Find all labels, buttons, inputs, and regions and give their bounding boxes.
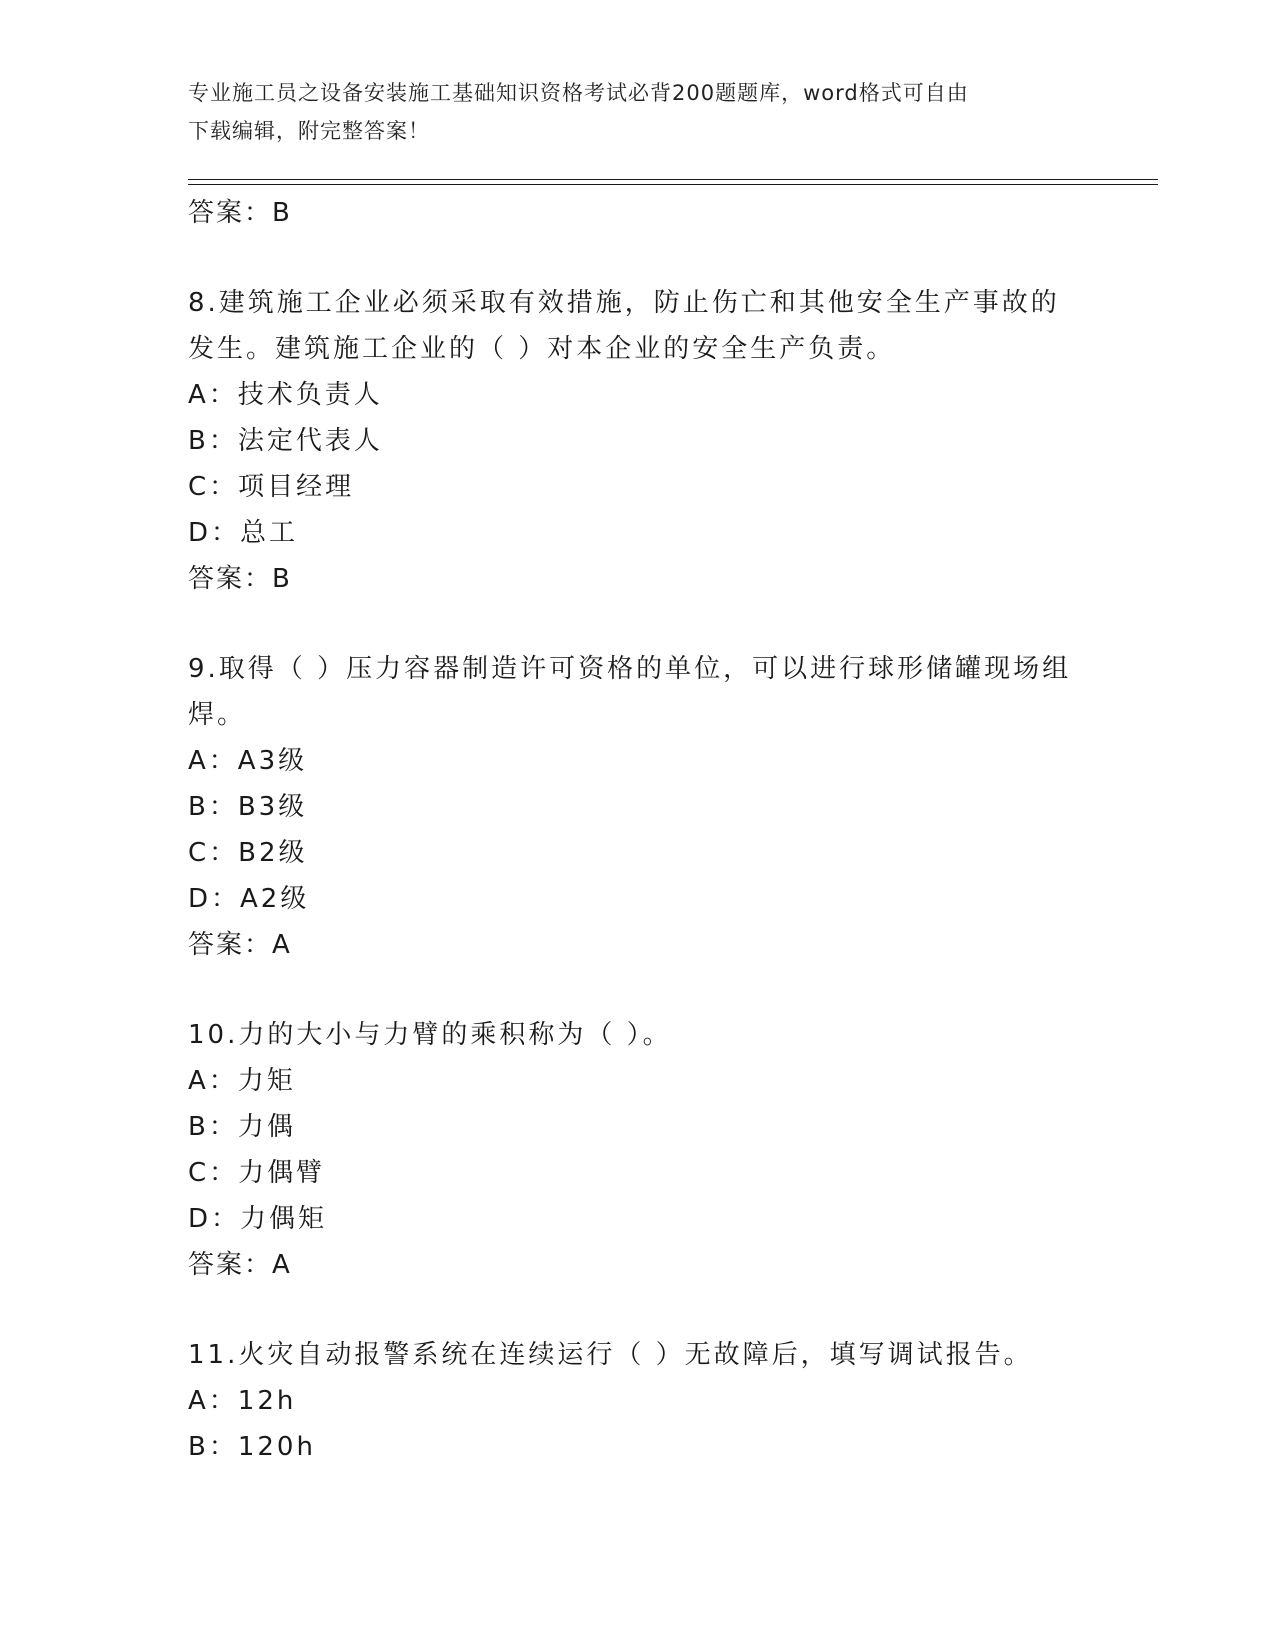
question-list (188, 190, 1108, 1470)
question-8-answer: 答案：B (188, 564, 292, 594)
header-divider-bottom (188, 184, 1158, 185)
question-10-option-c: C：力偶臂 (188, 1158, 326, 1188)
question-11 (188, 1332, 1108, 1470)
header-divider-top (188, 179, 1158, 180)
question-11-stem-line1: 11.火灾自动报警系统在连续运行（ ）无故障后，填写调试报告。 (188, 1340, 1033, 1370)
header-title-line2: 下载编辑，附完整答案！ (188, 119, 430, 143)
question-9-answer: 答案：A (188, 930, 292, 960)
question-8-option-a: A：技术负责人 (188, 380, 383, 410)
question-10-stem-line1: 10.力的大小与力臂的乘积称为（ ）。 (188, 1020, 672, 1050)
question-9-stem-line1: 9.取得（ ）压力容器制造许可资格的单位，可以进行球形储罐现场组 (188, 654, 1072, 684)
question-11-option-b: B：120h (188, 1432, 316, 1462)
question-9-option-c: C：B2级 (188, 838, 308, 868)
question-8-option-b: B：法定代表人 (188, 426, 383, 456)
question-9-option-a: A：A3级 (188, 746, 308, 776)
question-10-option-b: B：力偶 (188, 1112, 296, 1142)
question-9-option-d: D：A2级 (188, 884, 310, 914)
question-10-answer: 答案：A (188, 1250, 292, 1280)
question-8 (188, 280, 1108, 602)
question-9-option-b: B：B3级 (188, 792, 308, 822)
header-title-line1: 专业施工员之设备安装施工基础知识资格考试必背200题题库，word格式可自由 (188, 81, 969, 105)
question-9 (188, 646, 1108, 968)
question-8-stem-line2: 发生。建筑施工企业的（ ）对本企业的安全生产负责。 (188, 334, 896, 364)
question-9-stem-line2: 焊。 (188, 700, 247, 730)
question-10-option-a: A：力矩 (188, 1066, 296, 1096)
previous-answer: 答案：B (188, 198, 292, 228)
question-8-option-d: D：总工 (188, 518, 299, 548)
document-header (188, 74, 1088, 150)
question-10 (188, 1012, 1108, 1288)
question-11-option-a: A：12h (188, 1386, 297, 1416)
question-10-option-d: D：力偶矩 (188, 1204, 328, 1234)
question-8-option-c: C：项目经理 (188, 472, 355, 502)
question-8-stem-line1: 8.建筑施工企业必须采取有效措施，防止伤亡和其他安全生产事故的 (188, 288, 1060, 318)
